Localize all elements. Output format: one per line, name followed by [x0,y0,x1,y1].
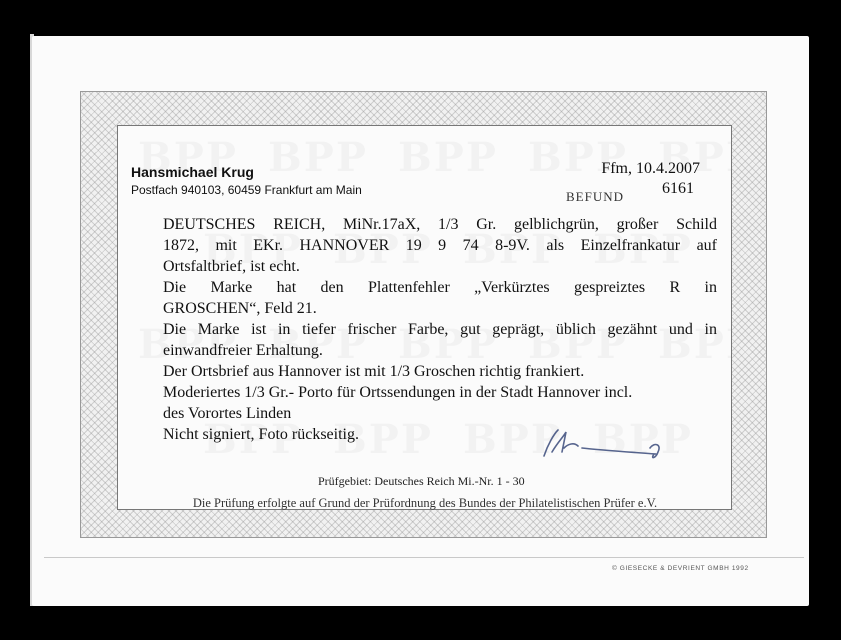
examiner-address: Postfach 940103, 60459 Frankfurt am Main [131,183,362,197]
body-line: Die Marke hat den Plattenfehler „Verkürztes gespreiztes R in [163,279,717,296]
certificate-type: BEFUND [566,189,625,204]
body-line: Moderiertes 1/3 Gr.- Porto für Ortssendungen in der Stadt Hannover incl. [163,384,633,401]
signature [538,418,678,468]
body-line: Ortsfaltbrief, ist echt. [163,258,300,275]
examination-scope: Prüfgebiet: Deutsches Reich Mi.-Nr. 1 - 30 [318,474,525,488]
printer-mark: © GIESECKE & DEVRIENT GMBH 1992 [612,565,749,572]
certificate-number: 6161 [662,180,694,197]
watermark [268,134,368,181]
body-line: GROSCHEN“, Feld 21. [163,300,317,317]
body-line: des Vorortes Linden [163,405,292,422]
body-line: Nicht signiert, Foto rückseitig. [163,426,359,443]
divider-line [44,557,804,558]
body-line: Die Marke ist in tiefer frischer Farbe, gut geprägt, üblich gezähnt und in [163,321,717,338]
watermark [398,134,498,181]
place-date: Ffm, 10.4.2007 [601,160,700,177]
body-line: einwandfreier Erhaltung. [163,342,323,359]
footer-note: Die Prüfung erfolgte auf Grund der Prüfordnung des Bundes der Philatelistischen Prüfer e.V. [192,496,658,510]
certificate-body [163,214,717,445]
body-line: DEUTSCHES REICH, MiNr.17aX, 1/3 Gr. gelblichgrün, großer Schild [163,216,717,233]
body-line: 1872, mit EKr. HANNOVER 19 9 74 8-9V. als Einzelfrankatur auf [163,237,717,254]
body-line: Der Ortsbrief aus Hannover ist mit 1/3 Groschen richtig frankiert. [163,363,585,380]
examiner-name: Hansmichael Krug [131,164,254,180]
